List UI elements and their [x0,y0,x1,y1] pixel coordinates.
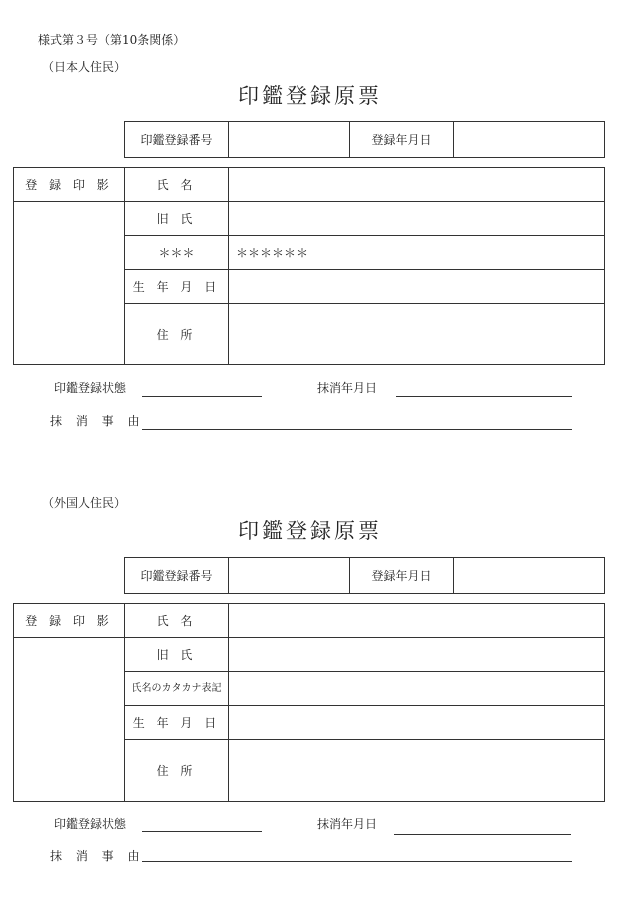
registration-header-table [124,121,605,158]
former-surname-label: 旧 氏 [156,648,197,662]
section-heading: （日本人住民） [42,60,127,74]
registration-status-line[interactable] [142,831,262,832]
masked-label: ＊＊＊ [158,246,195,260]
cancel-reason-label: 抹 消 事 由 [50,849,145,863]
seal-impression-label: 登 録 印 影 [25,178,113,192]
cancel-date-line[interactable] [396,396,572,397]
registrant-table [13,167,605,365]
registration-status-label: 印鑑登録状態 [54,817,127,831]
reg-date-label: 登録年月日 [371,133,432,147]
form-title: 印鑑登録原票 [238,84,382,108]
reg-number-label: 印鑑登録番号 [140,133,213,147]
seal-impression-area[interactable] [14,638,124,801]
name-label: 氏 名 [156,614,197,628]
cancel-date-label: 抹消年月日 [317,381,378,395]
cancel-reason-line[interactable] [142,861,572,862]
registration-status-line[interactable] [142,396,262,397]
cancel-date-line[interactable] [394,834,571,835]
seal-impression-label: 登 録 印 影 [25,614,113,628]
former-surname-label: 旧 氏 [156,212,197,226]
form-title: 印鑑登録原票 [238,519,382,543]
address-label: 住 所 [156,764,197,778]
cancel-reason-line[interactable] [142,429,572,430]
birth-date-label: 生 年 月 日 [132,716,221,730]
form-number: 様式第３号（第10条関係） [38,33,186,47]
registrant-table [13,603,605,802]
registration-status-label: 印鑑登録状態 [54,381,127,395]
section-heading: （外国人住民） [42,496,127,510]
birth-date-label: 生 年 月 日 [132,280,221,294]
masked-field[interactable]: ＊＊＊＊＊＊ [236,246,309,260]
reg-date-label: 登録年月日 [371,569,432,583]
address-label: 住 所 [156,328,197,342]
cancel-date-label: 抹消年月日 [317,817,378,831]
cancel-reason-label: 抹 消 事 由 [50,414,145,428]
name-label: 氏 名 [156,178,197,192]
katakana-name-label: 氏名のカタカナ表記 [131,683,222,694]
reg-number-label: 印鑑登録番号 [140,569,213,583]
registration-header-table [124,557,605,594]
seal-impression-area[interactable] [14,202,124,364]
